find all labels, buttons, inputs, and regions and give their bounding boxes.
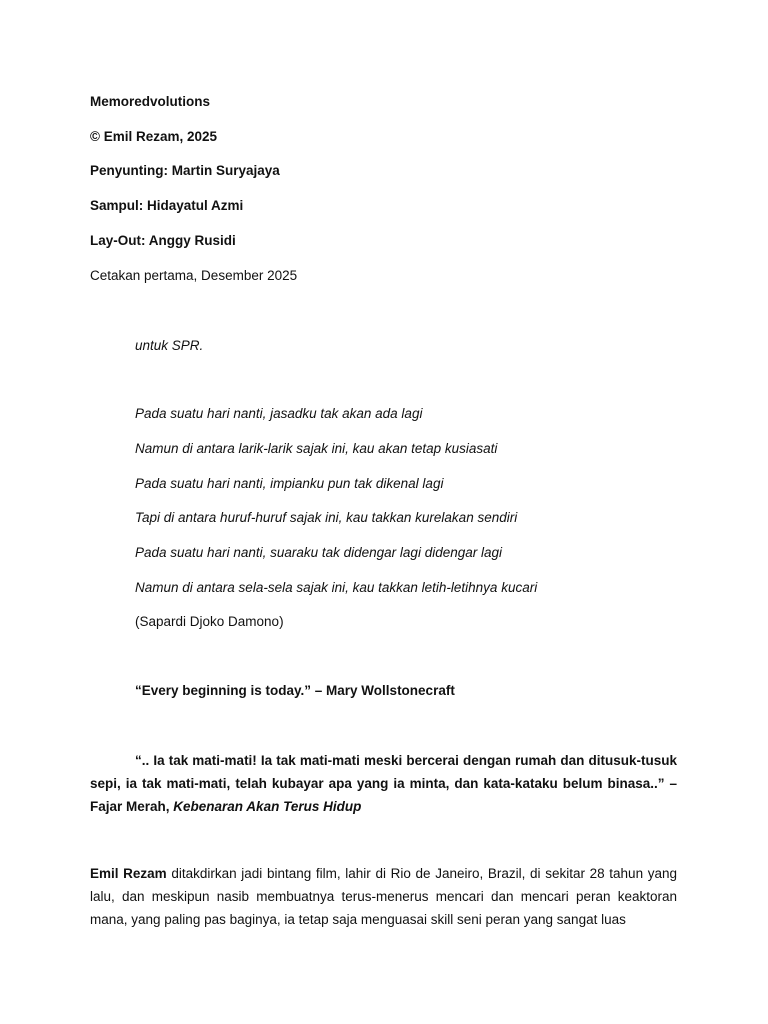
poem-line: Pada suatu hari nanti, impianku pun tak dikenal lagi <box>135 476 444 491</box>
layout-line: Lay-Out: Anggy Rusidi <box>90 233 236 248</box>
poem-line: Tapi di antara huruf-huruf sajak ini, kau takkan kurelakan sendiri <box>135 510 518 525</box>
poem-attribution: (Sapardi Djoko Damono) <box>135 614 284 629</box>
author-bio <box>90 862 677 931</box>
copyright-line: © Emil Rezam, 2025 <box>90 129 218 144</box>
epigraph-wollstonecraft: “Every beginning is today.” – Mary Wollstonecraft <box>135 683 455 698</box>
poem-line: Namun di antara sela-sela sajak ini, kau takkan letih-letihnya kucari <box>135 580 538 595</box>
author-name: Emil Rezam <box>90 866 167 881</box>
epigraph-text: “.. Ia tak mati-mati! Ia tak mati-mati meski bercerai dengan rumah dan ditusuk-tusuk sepi, ia tak mati-mati, telah kubayar apa yang ia minta, dan kata-kataku belum binasa..” – Fajar Merah, <box>90 753 677 814</box>
dedication: untuk SPR. <box>135 338 204 353</box>
cover-line: Sampul: Hidayatul Azmi <box>90 198 244 213</box>
poem-line: Pada suatu hari nanti, jasadku tak akan ada lagi <box>135 406 423 421</box>
bio-text: ditakdirkan jadi bintang film, lahir di Rio de Janeiro, Brazil, di sekitar 28 tahun yang lalu, dan meskipun nasib membuatnya terus-menerus mencari dan mencari peran keaktoran mana, yang paling pas baginya, ia tetap saja menguasai skill seni peran yang sangat luas <box>90 866 678 927</box>
printing-line: Cetakan pertama, Desember 2025 <box>90 268 298 283</box>
editor-line: Penyunting: Martin Suryajaya <box>90 163 280 178</box>
epigraph-source-title: Kebenaran Akan Terus Hidup <box>173 799 362 814</box>
epigraph-fajar-merah <box>90 749 677 818</box>
poem-line: Pada suatu hari nanti, suaraku tak didengar lagi didengar lagi <box>135 545 502 560</box>
book-title: Memoredvolutions <box>90 94 211 109</box>
poem-line: Namun di antara larik-larik sajak ini, kau akan tetap kusiasati <box>135 441 498 456</box>
